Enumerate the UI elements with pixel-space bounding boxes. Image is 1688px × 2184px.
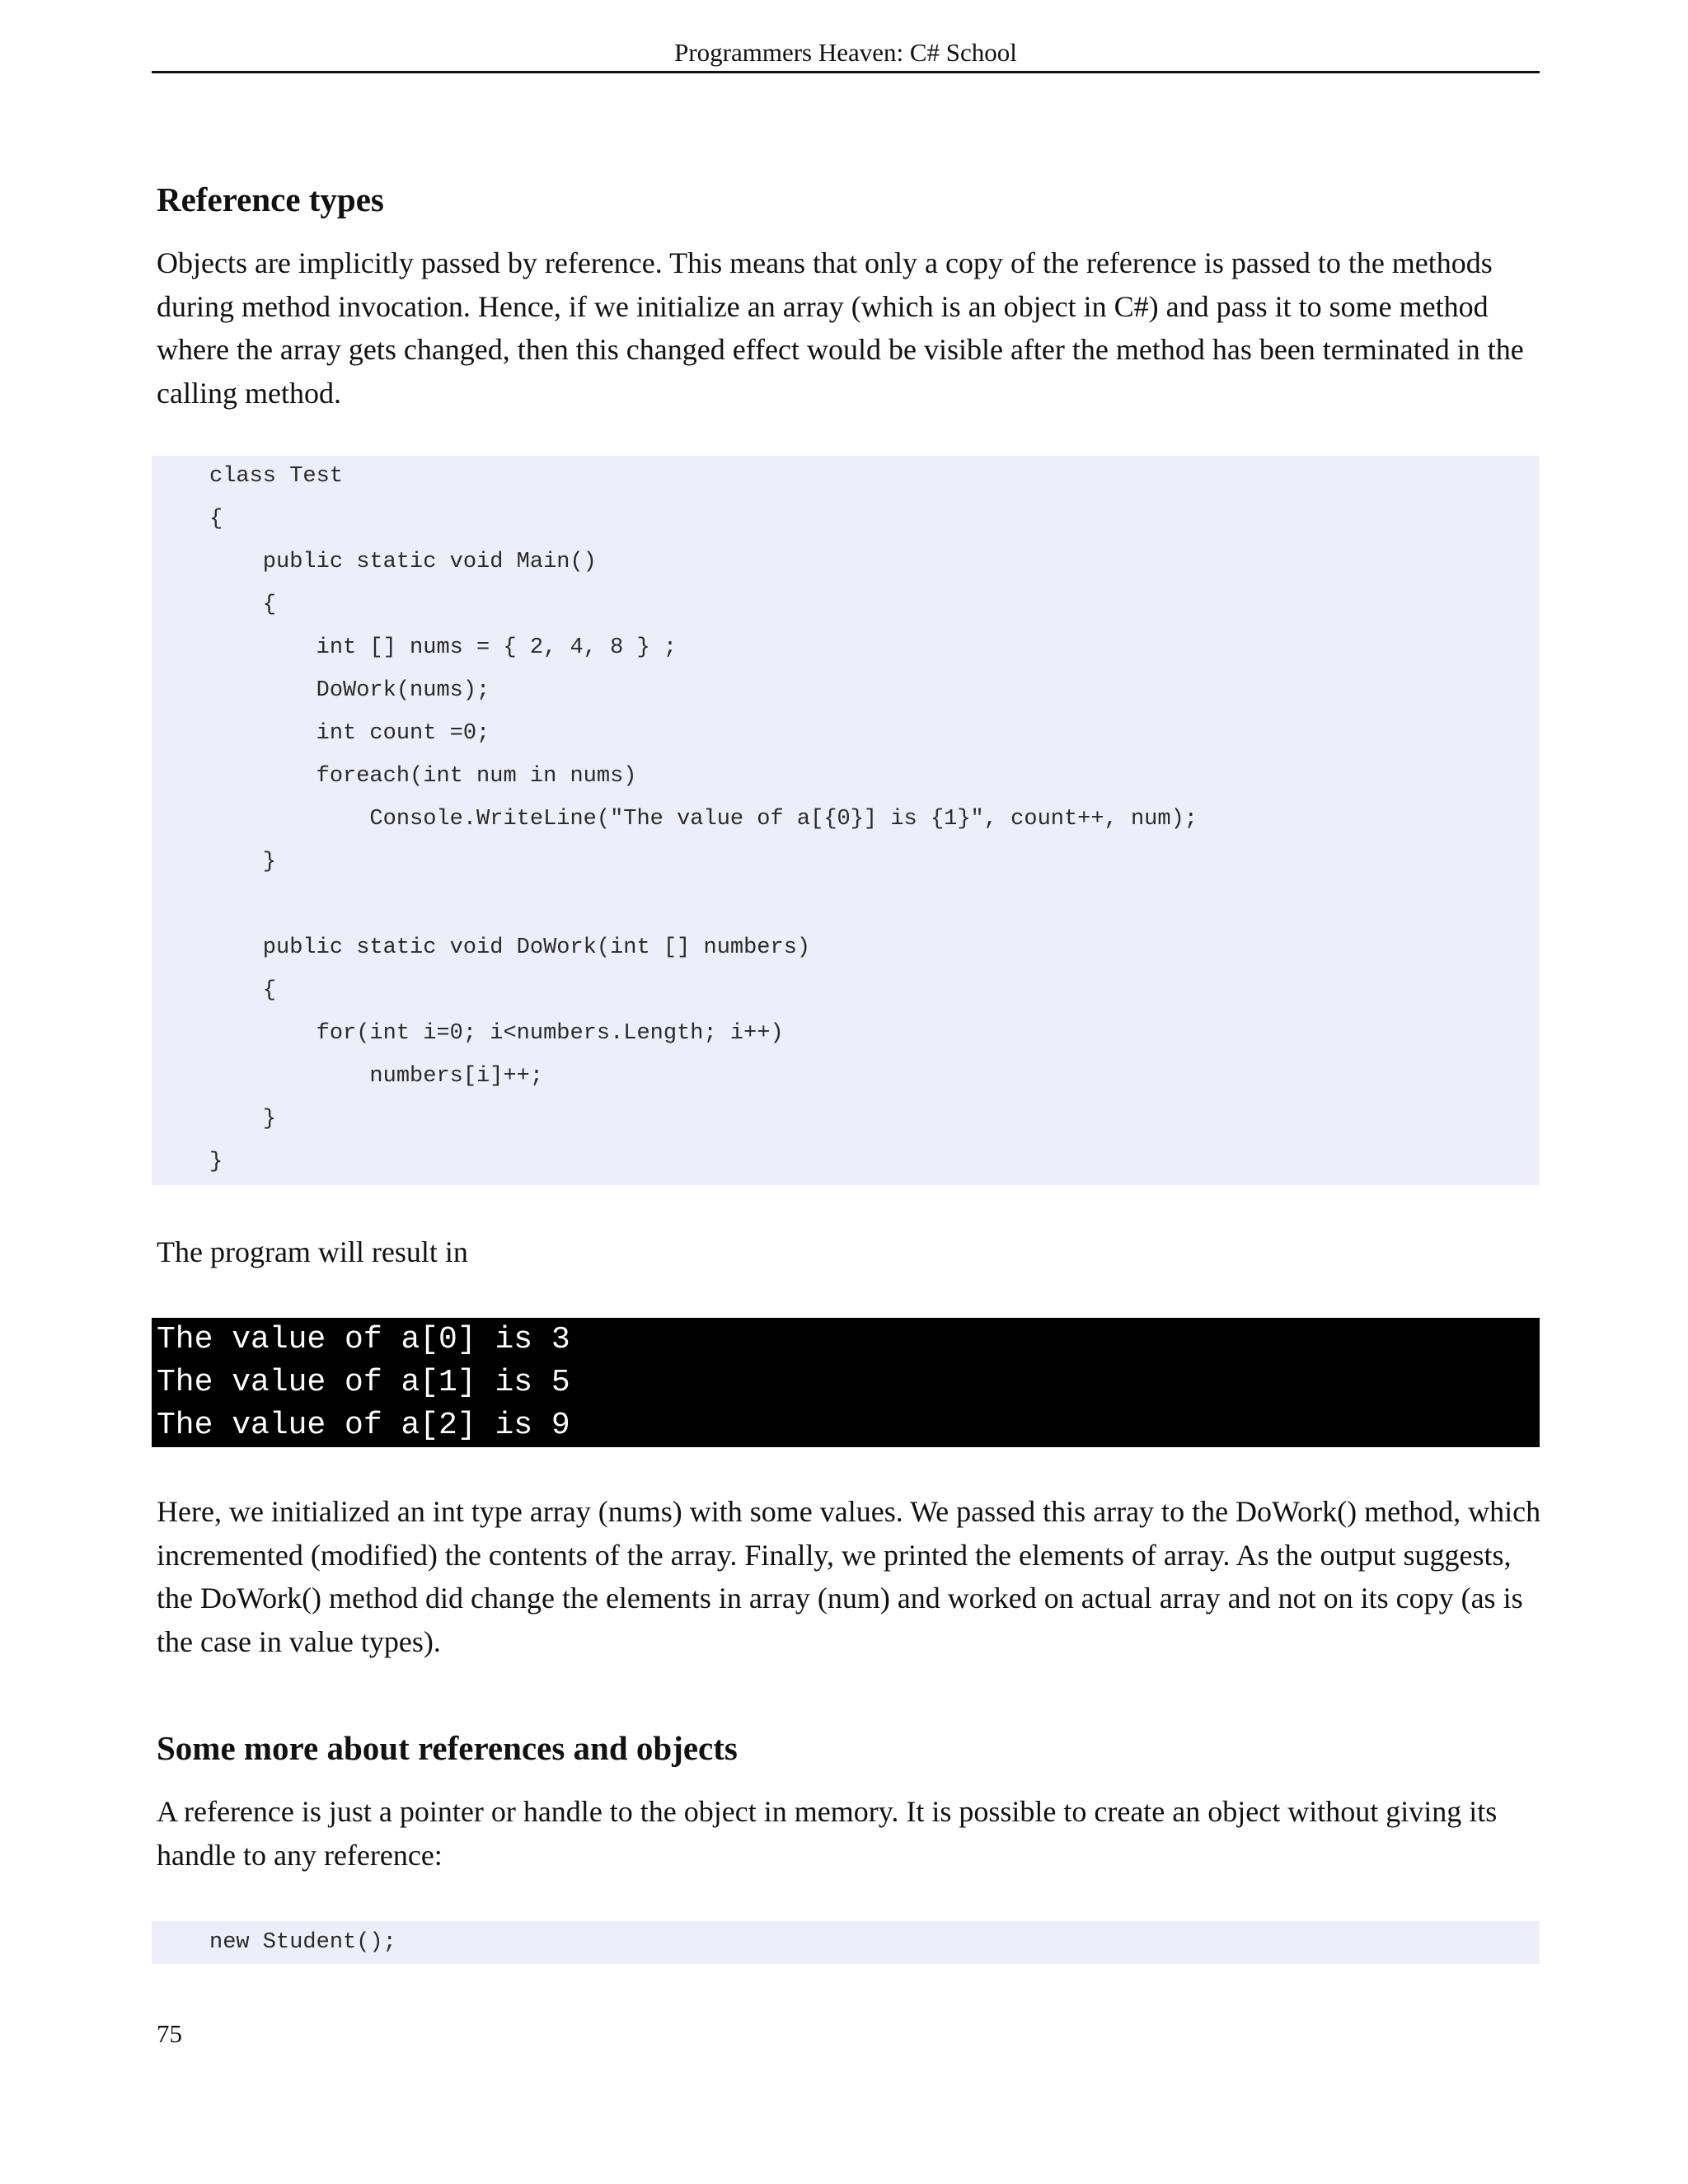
code-line: } [209,1107,277,1132]
code-line: int count =0; [209,721,490,746]
code-line: public static void Main() [209,550,597,574]
explanation-paragraph: Here, we initialized an int type array (nums) with some values. We passed this array to the DoWork() method, which incremented (modified) the contents of the array. Finally, we printed the elements of array. As the output suggests, the DoWork() method did change the elements in array (num) and worked on actual array and not on its copy (as is the case in value types). [157,1495,1541,1658]
result-intro: The program will result in [157,1235,468,1268]
code-line: numbers[i]++; [209,1064,544,1089]
code-line: DoWork(nums); [209,678,490,703]
code-line: } [209,1150,223,1174]
code-line: int [] nums = { 2, 4, 8 } ; [209,635,678,660]
section-heading-more-references: Some more about references and objects [157,1729,738,1767]
code-block-test-class [152,456,1540,1185]
code-line: } [209,850,277,874]
code-block-new-student [152,1921,1540,1964]
running-header: Programmers Heaven: C# School [152,35,1540,73]
output-line: The value of a[1] is 5 [157,1365,570,1400]
code-line: public static void DoWork(int [] numbers) [209,935,811,960]
reference-intro-paragraph: A reference is just a pointer or handle to the object in memory. It is possible to create an object without giving its handle to any reference: [157,1795,1498,1872]
code-line: { [209,978,277,1003]
code-line: { [209,593,277,617]
console-output-block [152,1318,1540,1447]
section-heading-reference-types: Reference types [157,180,384,218]
code-line: foreach(int num in nums) [209,764,637,789]
code-line: new Student(); [209,1930,396,1955]
output-line: The value of a[0] is 3 [157,1322,570,1357]
code-line: for(int i=0; i<numbers.Length; i++) [209,1021,784,1046]
intro-paragraph: Objects are implicitly passed by reference. This means that only a copy of the reference is passed to the methods during method invocation. Hence, if we initialize an array (which is an object in C#) and pass it to some method where the array gets changed, then this changed effect would be visible after the method has been terminated in the calling method. [157,246,1524,410]
code-line: { [209,507,223,532]
code-line: class Test [209,464,344,489]
output-line: The value of a[2] is 9 [157,1408,570,1443]
code-line: Console.WriteLine("The value of a[{0}] is {1}", count++, num); [209,807,1198,832]
page-number: 75 [157,2019,182,2048]
